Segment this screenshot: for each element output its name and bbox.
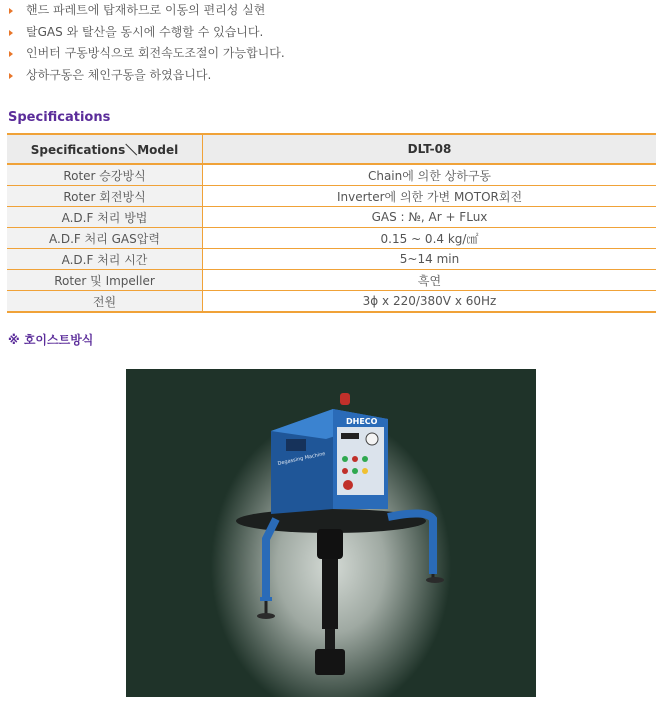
- yellow-button-icon: [362, 468, 368, 474]
- impeller: [315, 649, 345, 675]
- right-pad: [426, 577, 444, 583]
- brand-label: DHECO: [346, 417, 378, 426]
- rotor-shaft-upper: [322, 559, 338, 629]
- feature-item: 인버터 구동방식으로 회전속도조절이 가능합니다.: [8, 43, 285, 65]
- spec-key: A.D.F 처리 시간: [7, 249, 203, 270]
- left-foot: [260, 597, 272, 601]
- warning-lamp: [340, 393, 350, 405]
- spec-value: Chain에 의한 상하구동: [203, 164, 657, 186]
- table-row: [7, 270, 656, 291]
- arrow-bullet-icon: [9, 8, 13, 14]
- spec-key: Roter 회전방식: [7, 186, 203, 207]
- spec-key: Roter 및 Impeller: [7, 270, 203, 291]
- green-button-icon: [342, 456, 348, 462]
- spec-key: A.D.F 처리 GAS압력: [7, 228, 203, 249]
- arrow-bullet-icon: [9, 51, 13, 57]
- table-row: [7, 249, 656, 270]
- spec-value: 0.15 ~ 0.4 kg/㎠: [203, 228, 657, 249]
- rotor-shaft-lower: [325, 629, 335, 649]
- table-row: [7, 164, 656, 186]
- feature-list: [8, 0, 285, 86]
- feature-item: 핸드 파레트에 탑재하므로 이동의 편리성 실현: [8, 0, 285, 22]
- pressure-gauge-icon: [366, 433, 378, 445]
- degassing-machine-illustration: [126, 369, 536, 697]
- arrow-bullet-icon: [9, 73, 13, 79]
- spec-key: A.D.F 처리 방법: [7, 207, 203, 228]
- spec-value: Inverter에 의한 가변 MOTOR회전: [203, 186, 657, 207]
- feature-item: 탈GAS 와 탈산을 동시에 수행할 수 있습니다.: [8, 22, 285, 44]
- panel-label: Degassing Machine: [277, 450, 326, 467]
- section-title: Specifications: [8, 110, 111, 125]
- header-cell-model: DLT-08: [203, 134, 657, 164]
- spec-value: 5~14 min: [203, 249, 657, 270]
- vent-grille: [286, 439, 306, 451]
- motor-housing: [317, 529, 343, 559]
- spec-value: 흑연: [203, 270, 657, 291]
- green-button-icon: [352, 468, 358, 474]
- red-button-icon: [342, 468, 348, 474]
- table-header-row: [7, 134, 656, 164]
- arrow-bullet-icon: [9, 30, 13, 36]
- red-button-icon: [352, 456, 358, 462]
- table-row: [7, 291, 656, 313]
- display-readout: [341, 433, 359, 439]
- product-photo: [126, 369, 536, 697]
- table-row: [7, 228, 656, 249]
- green-button-icon: [362, 456, 368, 462]
- spec-table: [7, 133, 656, 313]
- emergency-stop-icon: [343, 480, 353, 490]
- feature-item: 상하구동은 체인구동을 하였읍니다.: [8, 65, 285, 87]
- table-row: [7, 207, 656, 228]
- left-leg: [266, 519, 276, 599]
- header-cell-specifications: Specifications＼Model: [7, 134, 203, 164]
- spec-key: 전원: [7, 291, 203, 313]
- spec-value: GAS : №, Ar + FLux: [203, 207, 657, 228]
- spec-value: 3ϕ x 220/380V x 60Hz: [203, 291, 657, 313]
- table-row: [7, 186, 656, 207]
- hoist-method-note: ※ 호이스트방식: [8, 333, 94, 347]
- left-pad: [257, 613, 275, 619]
- spec-key: Roter 승강방식: [7, 164, 203, 186]
